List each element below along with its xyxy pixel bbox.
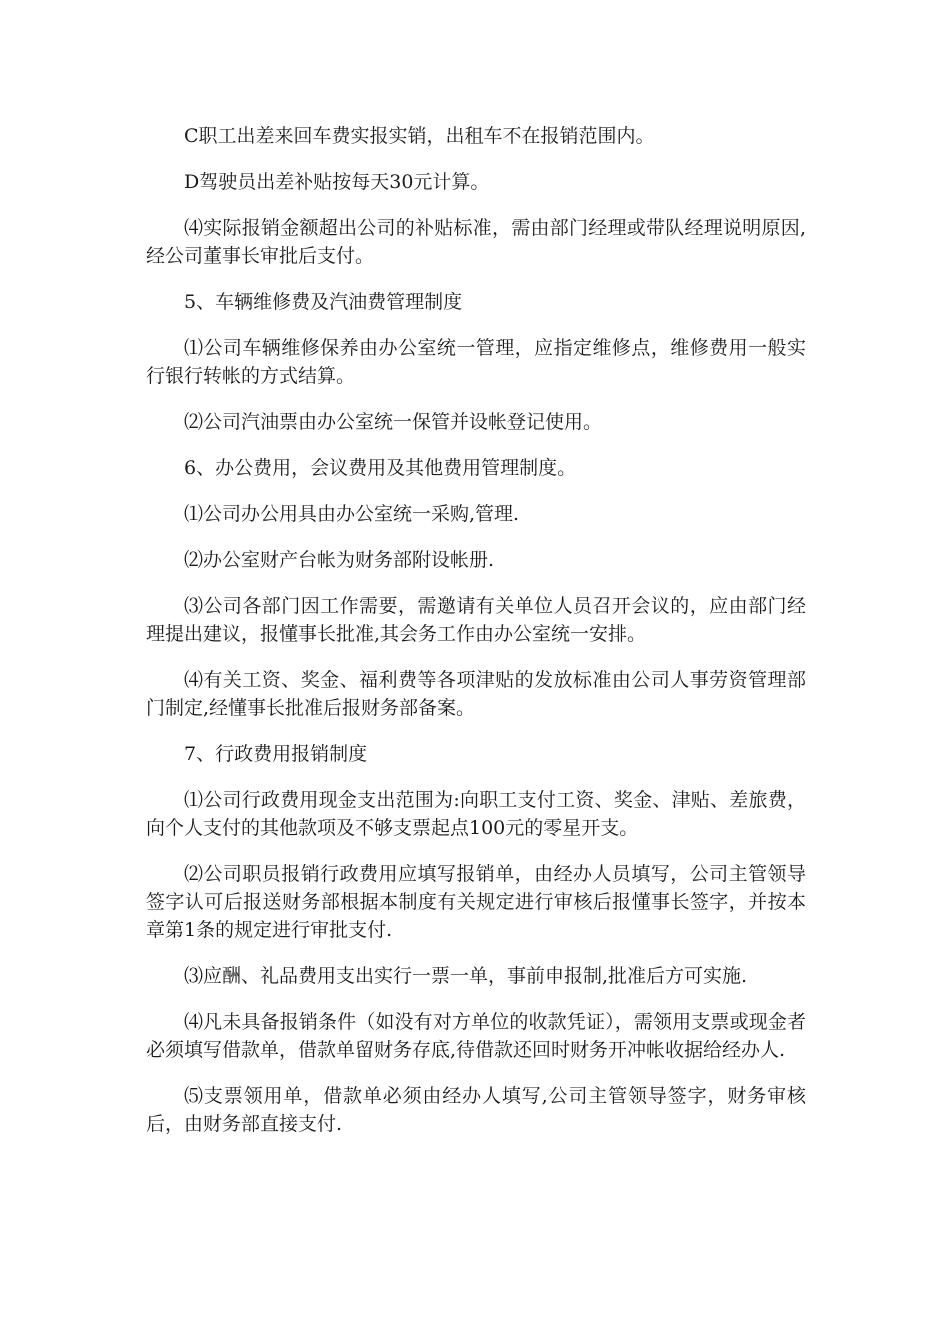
paragraph: ⑶公司各部门因工作需要，需邀请有关单位人员召开会议的，应由部门经理提出建议，报懂事长批准,其会务工作由办公室统一安排。 (146, 595, 806, 645)
document-body (146, 122, 806, 1156)
paragraph: D驾驶员出差补贴按每天30元计算。 (184, 171, 490, 193)
paragraph: ⑵办公室财产台帐为财务部附设帐册. (184, 549, 495, 571)
paragraph: ⑵公司汽油票由办公室统一保管并设帐登记使用。 (184, 411, 603, 433)
paragraph: ⑴公司办公用具由办公室统一采购,管理. (184, 503, 520, 525)
paragraph: ⑷实际报销金额超出公司的补贴标准，需由部门经理或带队经理说明原因,经公司董事长审批后支付。 (146, 217, 806, 267)
section-heading: 6、办公费用，会议费用及其他费用管理制度。 (184, 457, 577, 479)
paragraph: ⑷有关工资、奖金、福利费等各项津贴的发放标准由公司人事劳资管理部门制定,经懂事长批准后报财务部备案。 (146, 669, 806, 719)
paragraph: ⑷凡未具备报销条件（如没有对方单位的收款凭证），需领用支票或现金者必须填写借款单，借款单留财务存底,待借款还回时财务开冲帐收据给经办人. (146, 1011, 806, 1061)
section-heading: 5、车辆维修费及汽油费管理制度 (184, 291, 463, 313)
paragraph: C职工出差来回车费实报实销，出租车不在报销范围内。 (184, 125, 655, 147)
paragraph: ⑵公司职员报销行政费用应填写报销单，由经办人员填写，公司主管领导签字认可后报送财务部根据本制度有关规定进行审核后报懂事长签字，并按本章第1条的规定进行审批支付. (146, 863, 806, 941)
paragraph: ⑶应酬、礼品费用支出实行一票一单，事前申报制,批准后方可实施. (184, 965, 748, 987)
paragraph: ⑸支票领用单，借款单必须由经办人填写,公司主管领导签字，财务审核后，由财务部直接支付. (146, 1085, 806, 1135)
section-heading: 7、行政费用报销制度 (184, 743, 368, 765)
paragraph: ⑴公司车辆维修保养由办公室统一管理，应指定维修点，维修费用一般实行银行转帐的方式结算。 (146, 337, 806, 387)
paragraph: ⑴公司行政费用现金支出范围为:向职工支付工资、奖金、津贴、差旅费，向个人支付的其他款项及不够支票起点100元的零星开支。 (146, 789, 806, 839)
